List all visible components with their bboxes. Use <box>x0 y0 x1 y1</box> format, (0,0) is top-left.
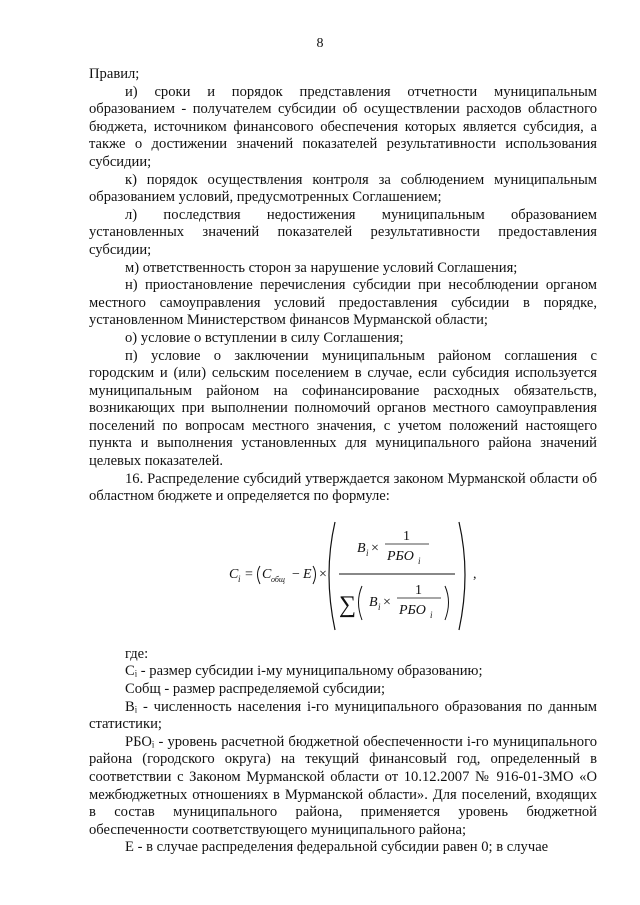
paragraph-16: 16. Распределение субсидий утверждается законом Мурманской области об областном бюджете и определяется по формуле: <box>89 470 597 505</box>
paragraph-o: о) условие о вступлении в силу Соглашения; <box>125 329 404 346</box>
formula-one: 1 <box>403 528 410 544</box>
formula-trailing: , <box>473 566 477 582</box>
svg-text:×: × <box>371 540 379 556</box>
svg-text:×: × <box>383 594 391 610</box>
svg-text:B: B <box>369 594 378 610</box>
definition-bi: Bᵢ - численность населения i-го муниципального образования по данным статистики; <box>89 698 597 733</box>
formula-b: B <box>357 540 366 556</box>
document-body <box>89 66 597 857</box>
formula-c-total: C <box>262 566 272 582</box>
formula-rbo: РБО <box>387 548 414 564</box>
svg-text:РБО: РБО <box>399 602 426 618</box>
distribution-formula <box>89 506 597 646</box>
definition-rbo: РБОᵢ - уровень расчетной бюджетной обеспеченности i-го муниципального района (городского округа) на текущий финансовый год, определенный в соответствии с Законом Мурманской области от 10.12.2007 № 916-01-ЗМО «О межбюджетных отношениях в Мурманской области». Для поселений, входящих в состав муниципального района, применяется уровень бюджетной обеспеченности соответствующего муниципального района; <box>89 733 597 838</box>
paragraph-m: м) ответственность сторон за нарушение условий Соглашения; <box>125 259 518 276</box>
formula-e: E <box>303 566 312 582</box>
where-label: где: <box>125 645 149 662</box>
svg-text:i: i <box>378 601 381 612</box>
formula-c-total-sub: общ <box>271 574 285 584</box>
paragraph-l: л) последствия недостижения муниципальным образованием установленных значений показателей результативности предоставления субсидии; <box>89 206 597 258</box>
paragraph-pravil: Правил; <box>89 66 140 82</box>
paragraph-p: п) условие о заключении муниципальным районом соглашения с городским и (или) сельским поселением в случае, если субсидия используется муниципальным районом на софинансирование расходных обязательств, возникающих при выполнении полномочий органов местного самоуправления поселений по вопросам местного значения, с учетом положений настоящего пункта и выполнения установленных для муниципального района значений целевых показателей. <box>89 347 597 470</box>
definition-e: E - в случае распределения федеральной субсидии равен 0; в случае <box>125 839 549 856</box>
definition-ci: Cᵢ - размер субсидии i-му муниципальному образованию; <box>125 663 483 680</box>
formula-lhs: C <box>229 566 239 582</box>
formula-b-sub: i <box>366 547 369 558</box>
formula-sigma: ∑ <box>339 591 357 618</box>
page-number: 8 <box>316 36 324 51</box>
formula-svg <box>229 512 477 642</box>
formula-rbo-sub: i <box>418 555 421 566</box>
definition-c-total: Cобщ - размер распределяемой субсидии; <box>125 681 386 698</box>
svg-text:1: 1 <box>415 582 422 598</box>
paragraph-i: и) сроки и порядок представления отчетности муниципальным образованием - получателем субсидии об осуществлении расходов областного бюджета, источником финансового обеспечения которых является субсидия, а также о достижении значений показателей результативности использования субсидии; <box>89 83 597 170</box>
paragraph-k: к) порядок осуществления контроля за соблюдением муниципальным образованием условий, предусмотренных Соглашением; <box>89 171 597 206</box>
svg-text:−: − <box>292 566 300 582</box>
formula-lhs-sub: i <box>238 573 241 584</box>
paragraph-n: н) приостановление перечисления субсидии при несоблюдении органом местного самоуправления условий предоставления субсидии в порядке, установленном Министерством финансов Мурманской области; <box>89 277 597 329</box>
svg-text:i: i <box>430 609 433 620</box>
svg-text:=: = <box>245 566 253 582</box>
svg-text:×: × <box>319 566 327 582</box>
